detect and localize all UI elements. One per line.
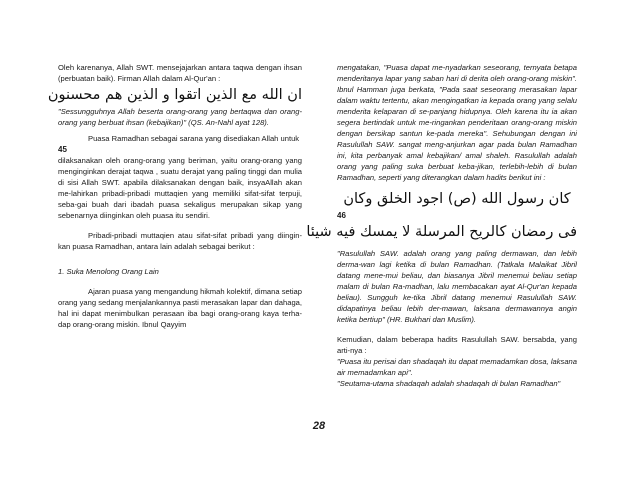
arabic-hadith-line-2: فى رمضان كالريح المرسلة لا يمسك فيه شيئا [306, 224, 577, 240]
collective-wisdom-paragraph: Ajaran puasa yang mengandung hikmah kolektif, dimana setiap orang yang sedang menjalankannya pasti merasakan lapar dan dahaga, hal ini dapat menimbulkan perasaan iba bagi orang-orang kaya terha-dap orang-orang miskin. Ibnul Qayyim [58, 287, 302, 329]
hadith-quote-charity: "Seutama-utama shadaqah adalah shadaqah di bulan Ramadhan" [337, 379, 561, 388]
arabic-verse-nahl: ان الله مع الذين اتقوا و الذين هم محسنون [47, 87, 302, 103]
page-number: 28 [312, 420, 326, 432]
page-marker-45: 45 [58, 145, 67, 154]
page-marker-46: 46 [337, 211, 346, 220]
arabic-hadith-line-1: كان رسول الله (ص) اجود الخلق وكان [343, 191, 571, 207]
left-column [47, 62, 302, 330]
right-column [306, 62, 577, 389]
ramadhan-paragraph-start: Puasa Ramadhan sebagai sarana yang disediakan Allah untuk [88, 134, 300, 143]
muttaqien-paragraph: Pribadi-pribadi muttaqien atau sifat-sifat pribadi yang diingin-kan puasa Ramadhan, antara lain adalah sebagai berikut : [58, 231, 302, 251]
hadith-intro: Kemudian, dalam beberapa hadits Rasulullah SAW. bersabda, yang arti-nya : [337, 335, 577, 355]
hadith-quote-shield: "Puasa itu perisai dan shadaqah itu dapat memadamkan dosa, laksana air memadamkan api". [337, 357, 577, 377]
verse-translation: "Sessungguhnya Allah beserta orang-orang yang bertaqwa dan orang-orang yang berbuat ihsan (kebajikan)" (QS. An-Nahl ayat 128). [58, 107, 302, 127]
hadith-translation: "Rasulullah SAW. adalah orang yang paling dermawan, dan lebih derma-wan lagi ketika di bulan Ramadhan. (Tatkala Malaikat Jibril datang mene-mui beliau, dan biasanya Jibril menemui beliau setiap malam di bulan Ra-madhan, lalu membacakan ayat Al-Qur'an kepada beliau). Sungguh ke-tika Jibril datang menemui Rasulullah SAW. didapatinya beliau lebih der-mawan, laksana dermawannya angin ketika bertiup" (HR. Bukhari dan Muslim). [337, 249, 577, 324]
section-heading: 1. Suka Menolong Orang Lain [58, 267, 159, 276]
intro-paragraph: Oleh karenanya, Allah SWT. mensejajarkan antara taqwa dengan ihsan (perbuatan baik). Firman Allah dalam Al-Qur'an : [58, 63, 302, 83]
ibnul-qayyim-quote: mengatakan, "Puasa dapat me-nyadarkan seseorang, ternyata betapa menderitanya lapar yang saban hari di derita oleh orang-orang miskin". Ibnul Hamman juga berkata, "Pada saat seseorang merasakan lapar dalam waktu tertentu, akan mengingatkan ia kepada orang yang selalu menderita kelaparan di se-panjang hidupnya. Oleh karena itu ia akan segera bertindak untuk me-ringankan penderitaan orang-orang miskin dengan bersikap santun ke-pada mereka". Sehubungan dengan ini Rasulullah SAW. sangat meng-anjurkan agar pada bulan Ramadhan ini, kita perbanyak amal kebajikan/ amal shaleh. Rasulullah adalah orang yang paling suka berbuat keba-jikan, terlebih-lebih di bulan Ramadhan, seperti yang diterangkan dalam hadits berikut ini : [337, 63, 577, 182]
ramadhan-paragraph-continued: dilaksanakan oleh orang-orang yang beriman, yaitu orang-orang yang menginginkan derajat taqwa , suatu derajat yang paling tinggi dan mulia di sisi Allah SWT. apabila dilaksanakan dengan baik, insyaAllah akan me-lahirkan pribadi-pribadi muttaqien yang memiliki sifat-sifat terpuji, seba-gai buah dari ibadah puasa sekaligus merupakan sikap yang sebenarnya diinginkan oleh puasa itu sendiri. [58, 156, 302, 220]
